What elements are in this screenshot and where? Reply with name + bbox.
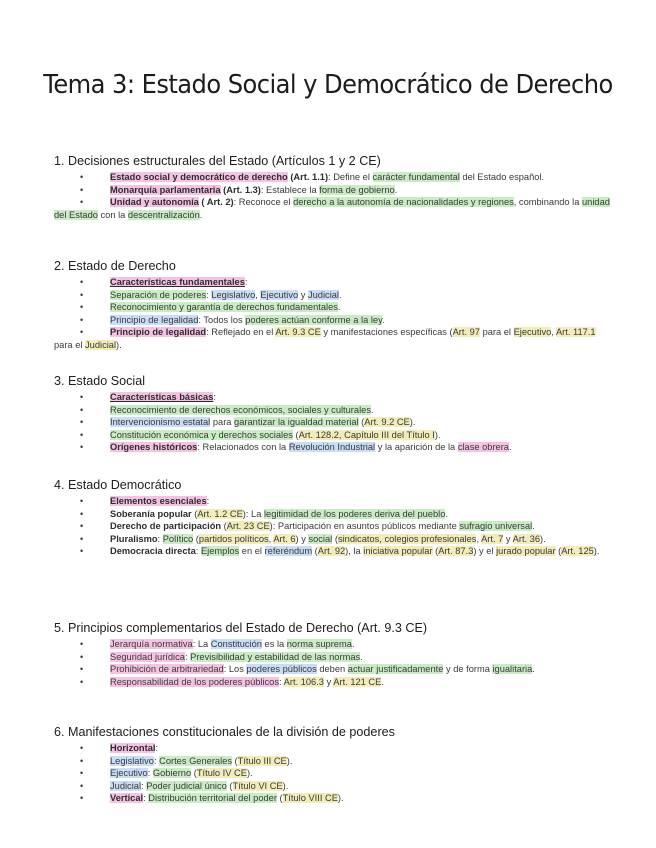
text: ).	[286, 755, 293, 766]
highlight-concept: derecho a la autonomía de nacionalidades y regiones	[293, 197, 514, 208]
list-item	[54, 780, 614, 793]
text: : Los	[223, 664, 247, 675]
highlight-concept: Previsibilidad y estabilidad de las normas	[190, 651, 361, 662]
list-item	[54, 314, 614, 327]
highlight-concept: Constitución	[210, 639, 262, 649]
article-ref: Art. 9.3 CE	[275, 327, 321, 338]
section-estado-social	[54, 374, 614, 454]
text: ): Participación en asuntos públicos mediante	[269, 521, 460, 532]
article-ref: (Art. 1.1)	[287, 172, 329, 182]
highlight-principle: Principio de legalidad	[110, 314, 199, 325]
highlight-term: Monarquía parlamentaria	[110, 184, 221, 195]
section-decisiones-estructurales	[54, 154, 614, 221]
list-item	[54, 391, 614, 404]
highlight-concept: Distribución territorial del poder	[148, 793, 277, 804]
highlight-concept: Poder judicial único	[146, 780, 227, 791]
list-item	[54, 508, 614, 521]
highlight-power: Ejecutivo	[513, 327, 552, 338]
highlight-concept: norma suprema	[286, 639, 352, 649]
highlight-concept: partidos políticos	[198, 533, 269, 544]
article-ref: Art. 1.2 CE	[197, 508, 243, 519]
text: (	[221, 521, 227, 532]
highlight-term: Vertical	[110, 793, 144, 804]
article-ref: ( Art. 2)	[198, 197, 234, 208]
text: .	[351, 639, 355, 649]
text: con la	[97, 209, 128, 220]
list-item	[54, 196, 614, 221]
article-ref: Art. 36	[512, 533, 541, 544]
text: (	[555, 546, 562, 557]
bullet-list	[54, 638, 614, 688]
list-item	[54, 289, 614, 302]
text: en el	[239, 546, 265, 557]
article-ref: Art. 106.3	[283, 676, 324, 687]
highlight-concept: Gobierno	[152, 768, 192, 779]
text: : Define el	[328, 172, 373, 182]
highlight-power: Judicial	[307, 289, 339, 300]
text: deben	[316, 664, 348, 675]
text: .	[370, 404, 374, 415]
section-heading: 1. Decisiones estructurales del Estado (Artículos 1 y 2 CE)	[54, 154, 381, 168]
text: .	[382, 314, 385, 325]
article-ref: Art. 9.2 CE	[364, 417, 410, 428]
highlight-term: Estado social y democrático de derecho	[110, 172, 288, 182]
highlight-concept: sufragio universal	[459, 521, 533, 532]
highlight-concept: poderes actúan conforme a la ley	[245, 314, 383, 325]
text: .	[360, 651, 363, 662]
text: ).	[409, 417, 416, 428]
highlight-concept: Ejemplos	[200, 546, 240, 557]
text: : Relacionados con la	[197, 442, 289, 453]
text: .	[394, 184, 398, 195]
list-item	[54, 545, 614, 558]
text: (	[432, 546, 439, 557]
text: :	[244, 277, 248, 287]
highlight-concept: Intervencionismo estatal	[110, 417, 211, 428]
text: :	[157, 533, 163, 544]
list-item	[54, 276, 614, 289]
highlight-concept: Político	[162, 533, 194, 544]
list-item	[54, 301, 614, 314]
text: y la aparición de la	[375, 442, 458, 453]
text: :	[147, 768, 153, 779]
highlight-power: Legislativo	[110, 755, 154, 766]
section-principios-complementarios	[54, 621, 614, 688]
text: (	[358, 417, 365, 428]
text: (	[332, 533, 338, 544]
bold-term: Pluralismo	[110, 533, 158, 544]
list-item	[54, 404, 614, 417]
highlight-power: Ejecutivo	[260, 289, 299, 300]
text: ) y	[295, 533, 309, 544]
highlight-term: Responsabilidad de los poderes públicos	[110, 676, 280, 687]
highlight-concept: Reconocimiento de derechos económicos, sociales y culturales	[110, 404, 371, 415]
highlight-term: Prohibición de arbitrariedad	[110, 664, 224, 675]
highlight-term: Características básicas	[110, 392, 214, 402]
text: :	[213, 392, 216, 402]
list-item	[54, 416, 614, 429]
text: .	[445, 508, 448, 519]
article-ref: Título III CE	[237, 755, 287, 766]
text: : Reconoce el	[233, 197, 294, 208]
article-ref: Título IV CE	[196, 768, 247, 779]
highlight-concept: igualitaria	[492, 664, 533, 675]
highlight-concept: Cortes Generales	[159, 755, 232, 766]
list-item	[54, 792, 614, 805]
highlight-concept: social	[308, 533, 333, 544]
bold-term: Soberanía popular	[110, 508, 192, 519]
text: (	[292, 429, 299, 440]
text: : Reflejado en el	[206, 327, 276, 338]
highlight-concept: forma de gobierno	[319, 184, 395, 195]
text: ).	[593, 546, 600, 557]
text: y	[298, 289, 308, 300]
list-item	[54, 663, 614, 676]
text: (	[312, 546, 318, 557]
article-ref: Art. 92	[317, 546, 346, 557]
list-item	[54, 676, 614, 689]
highlight-concept: legitimidad de los poderes deriva del pueblo	[263, 508, 446, 519]
list-item	[54, 533, 614, 546]
text: :	[143, 793, 149, 804]
highlight-term: Horizontal	[110, 743, 156, 753]
highlight-concept: descentralización	[127, 209, 200, 220]
highlight-power: Judicial	[85, 339, 117, 350]
bullet-list	[54, 495, 614, 558]
text: ) y el	[473, 546, 497, 557]
highlight-power: Legislativo	[211, 289, 256, 300]
article-ref: Art. 23 CE	[226, 521, 270, 532]
text: ).	[116, 339, 122, 350]
section-heading: 2. Estado de Derecho	[54, 259, 176, 273]
section-heading: 3. Estado Social	[54, 374, 146, 388]
text: : Establece la	[260, 184, 320, 195]
text: ).	[337, 793, 344, 804]
text: .	[337, 302, 341, 313]
page-title: Tema 3: Estado Social y Democrático de Derecho	[43, 70, 613, 100]
bullet-list	[54, 276, 614, 352]
text: ).	[246, 768, 253, 779]
highlight-term: Jerarquía normativa	[110, 639, 193, 649]
text: (	[231, 755, 238, 766]
list-item	[54, 171, 614, 184]
text: y	[503, 533, 513, 544]
highlight-concept: referéndum	[264, 546, 313, 557]
text: .	[381, 676, 384, 687]
text: :	[195, 546, 201, 557]
text: :	[206, 289, 212, 300]
list-item	[54, 767, 614, 780]
highlight-concept: iniciativa popular	[363, 546, 433, 557]
highlight-concept: Separación de poderes	[110, 289, 207, 300]
text: :	[155, 743, 159, 753]
section-heading: 6. Manifestaciones constitucionales de la división de poderes	[54, 725, 395, 739]
text: para el	[479, 327, 514, 338]
text: (	[191, 508, 198, 519]
text: ), la	[345, 546, 364, 557]
highlight-concept: actuar justificadamente	[347, 664, 444, 675]
text: es la	[261, 639, 287, 649]
highlight-term: Características fundamentales	[110, 277, 245, 287]
highlight-concept: jurado popular	[496, 546, 556, 557]
bold-term: Derecho de participación	[110, 521, 222, 532]
text: :	[184, 651, 191, 662]
highlight-power: Ejecutivo	[110, 768, 148, 779]
highlight-concept: carácter fundamental	[372, 172, 460, 182]
text: ).	[282, 780, 289, 791]
text: , combinando la	[513, 197, 582, 208]
section-estado-de-derecho	[54, 259, 614, 352]
text: ).	[434, 429, 441, 440]
text: :	[153, 755, 160, 766]
text: .	[532, 521, 535, 532]
text: :	[141, 780, 147, 791]
bullet-list	[54, 171, 614, 221]
text: ,	[268, 533, 274, 544]
text: (	[226, 780, 233, 791]
text: para el	[54, 339, 86, 350]
text: .	[339, 289, 342, 300]
article-ref: Art. 128.2, Capítulo III del Título I	[298, 429, 435, 440]
section-heading: 5. Principios complementarios del Estado de Derecho (Art. 9.3 CE)	[54, 621, 428, 635]
text: .	[532, 664, 535, 675]
highlight-concept: Reconocimiento y garantía de derechos fundamentales	[110, 302, 338, 313]
highlight-concept: sindicatos, colegios profesionales	[337, 533, 477, 544]
text: y de forma	[443, 664, 493, 675]
bullet-list	[54, 391, 614, 454]
text: (	[193, 533, 199, 544]
highlight-term: Elementos esenciales	[110, 496, 207, 506]
text: y manifestaciones específicas (	[320, 327, 453, 338]
list-item	[54, 441, 614, 454]
article-ref: Art. 87.3	[438, 546, 474, 557]
highlight-concept: poderes públicos	[246, 664, 317, 675]
highlight-term: Principio de legalidad	[110, 327, 207, 338]
text: y	[323, 676, 334, 687]
section-estado-democratico	[54, 478, 614, 558]
text: : La	[192, 639, 211, 649]
article-ref: Art. 6	[273, 533, 296, 544]
text: ): La	[242, 508, 264, 519]
highlight-concept: clase obrera	[457, 442, 509, 453]
text: ,	[551, 327, 556, 338]
highlight-concept: Constitución económica y derechos sociales	[110, 429, 293, 440]
list-item	[54, 495, 614, 508]
text: del Estado español.	[459, 172, 545, 182]
list-item	[54, 638, 614, 651]
section-heading: 4. Estado Democrático	[54, 478, 182, 492]
list-item	[54, 326, 614, 351]
list-item	[54, 184, 614, 197]
article-ref: Art. 125	[561, 546, 594, 557]
text: ,	[476, 533, 482, 544]
text: (	[276, 793, 283, 804]
article-ref: Título VIII CE	[282, 793, 338, 804]
text: para	[210, 417, 235, 428]
highlight-concept: garantizar la igualdad material	[234, 417, 359, 428]
text: .	[508, 442, 512, 453]
article-ref: Art. 117.1	[555, 327, 596, 338]
list-item	[54, 755, 614, 768]
bold-term: Democracia directa	[110, 546, 196, 557]
section-division-de-poderes	[54, 725, 614, 805]
list-item	[54, 651, 614, 664]
highlight-power: Judicial	[110, 780, 142, 791]
article-ref: Art. 121 CE	[333, 676, 382, 687]
list-item	[54, 429, 614, 442]
text: ).	[540, 533, 546, 544]
text: ,	[255, 289, 261, 300]
article-ref: Art. 97	[452, 327, 480, 338]
highlight-term: Seguridad jurídica	[110, 651, 185, 662]
text: :	[279, 676, 284, 687]
list-item	[54, 742, 614, 755]
text: (	[191, 768, 197, 779]
article-ref: Título VI CE	[232, 780, 283, 791]
text: .	[199, 209, 203, 220]
text: :	[206, 496, 210, 506]
list-item	[54, 520, 614, 533]
highlight-concept: Revolución Industrial	[288, 442, 376, 453]
article-ref: Art. 7	[481, 533, 504, 544]
text: : Todos los	[198, 314, 246, 325]
highlight-term: Orígenes históricos	[110, 442, 198, 453]
highlight-concept: unidad del Estado	[54, 197, 610, 220]
highlight-term: Unidad y autonomía	[110, 197, 199, 208]
article-ref: (Art. 1.3)	[220, 184, 261, 195]
bullet-list	[54, 742, 614, 805]
